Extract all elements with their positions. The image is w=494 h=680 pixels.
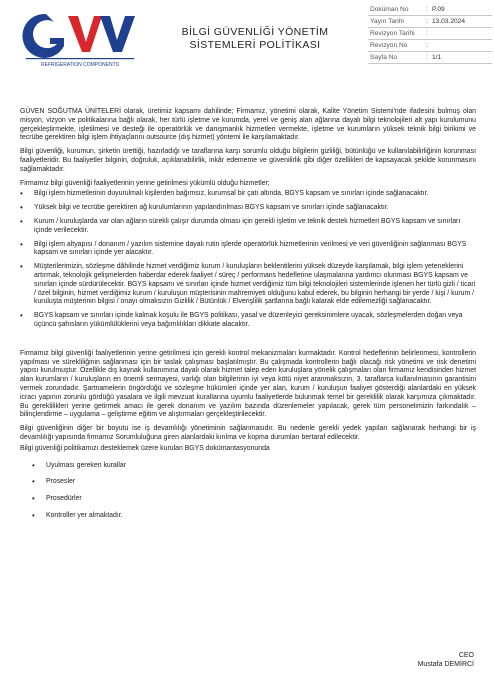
services-list — [20, 190, 476, 329]
list-item: • Kontroller yer almaktadır. — [20, 512, 476, 521]
meta-label: Revizyon Tarihi — [370, 30, 415, 37]
meta-colon: : — [426, 54, 428, 61]
body-paragraph: Firmamız bilgi güvenliği faaliyetlerinin yerine getirilmesi için gerekli kontrol mekanizmaları kurmaktadır. Kontrol hedeflerinin belirlenmesi, kontrollerin yapılması ve sürekliliğinin sağlanması için bir taslak çalışması başlatılmıştır. Bu çalışmada kontrollerin bağlı olacağı risk yönetimi ve risk denetimi yapısı kurulmuştur. Özellikle dış kaynak kullanımına dayalı olarak hizmet talep eden kuruluşlara yönelik çalışmaları olan firmamız kendisinden hizmet alan kurumların / kuruluşların en önemli sermayesi, varlığı olan bilgilerinin iyi veya kötü niyet aranmaksızın, 3. taraflarca kullanılmasının garantisini vermek zorundadır. Şartnamelerin öngördüğü ve sözleşme hükümleri içinde yer alan, kurum / kuruluşun faaliyet gösterdiği alanlardaki en yüksek icracı yapının zorunlu gördüğü yasalara ve ilgili mevzuat kurallarına uyumlu faaliyetlerde bulunmak temel bir gereklilik olarak karşımıza çıkmaktadır. Bu gereklilikleri yerine getirmek amacı ile gerek donanım ve yazılım bazında düzenlemeler yapılacak, gerek tüm personelimizin farkındalık – bilinçlendirme – uygulama – geliştirme eğitim ve alıştırmaları gerçekleştirilecektir. — [20, 349, 476, 419]
intro-paragraph: GÜVEN SOĞUTMA ÜNİTELERİ olarak, üretimiz kapsamı dahilinde; Firmamız, yönetimi olarak, Kalite Yönetim Sistemi'nde ifadesini bulmuş olan misyon, vizyon ve politikalarına bağlı olarak, her türlü işletme ve kurumda, yerel ve geniş alan ağlarına dayalı bilgi teknolojileri alt yapı kurulumunu gerçekleştirmekte, işletilmesi ve desteği ile operatörlük ve danışmanlık hizmetleri vermekte, işletme ve kurumların yüksek teknik bilgi birikimi ve tecrübe gerektiren bilgi işlem ihtiyaçlarını outsource (dış hizmet) yöntemi ile karşılamaktadır. — [20, 108, 476, 142]
list-item: • Uyulması gereken kurallar — [20, 462, 476, 471]
list-item: • Yüksek bilgi ve tecrübe gerektiren ağ kurulumlarının yapılandırılması BGYS kapsam ve sınırları içinde sağlanacaktır. — [20, 204, 476, 213]
list-item: • Prosesler — [20, 478, 476, 487]
meta-row — [368, 28, 492, 40]
body-paragraph: Bilgi güvenliği politikamızı desteklemek üzere kurulan BGYS dokümantasyonunda — [20, 444, 270, 452]
meta-value: 13.03.2024 — [432, 18, 466, 25]
list-item: • Müşterilerimizin, sözleşme dâhilinde hizmet verdiğimiz kurum / kuruluşların beklentilerini yüksek düzeyde karşılamak, bilgi işlem yeteneklerini artırmak, teknolojik gelişmelerden haberdar ederek faaliyet / süreç / performans hedeflerine ulaşmalarına yardımcı olunması BGYS kapsam ve sınırları içinde sürdürülecektir. BGYS kapsamı ve sınırları içinde hizmet verdiğimiz tüm bilgi teknolojileri sistemlerinde işlenen her türlü gizli / ticari / özel bilginin, hizmet verdiğimiz kurum / kuruluşun müşterisinin mahremiyeti olduğunu kabul ederek, bu bilginin herhangi bir yerde / kişi / kurum / kuruluşta müşterinin bilgisi / onayı olmaksızın Gizlilik / Bütünlük / Elverişlilik şartlarına bağlı kalarak elde edilemezliği sağlanacaktır. — [20, 263, 476, 307]
meta-row — [368, 40, 492, 52]
list-item: • Bilgi işlem altyapısı / donanım / yazılım sistemine dayalı rutin işlerde operatörlük hizmetlerinin verilmesi ve veri güvenliğinin sağlanması BGYS kapsam ve sınırları içinde yer alacaktır. — [20, 241, 476, 259]
list-item: • Bilgi işlem hizmetlerinin duyurulmalı kişilerden bağımsız, kurumsal bir çatı altında, BGYS kapsam ve sınırları içinde sağlanacaktır. — [20, 190, 476, 199]
section-gap — [20, 336, 476, 350]
document-title — [160, 26, 350, 52]
signer-role: CEO — [458, 652, 474, 659]
document-meta-table — [368, 4, 492, 64]
signer-name: Mustafa DEMİRCİ — [417, 661, 474, 668]
meta-label: Revizyon No — [370, 42, 408, 49]
signature-block — [418, 651, 474, 669]
meta-colon: : — [426, 6, 428, 13]
title-line-2: SİSTEMLERİ POLİTİKASI — [189, 39, 321, 51]
meta-value: P.09 — [432, 6, 445, 13]
document-header — [0, 0, 494, 80]
meta-label: Yayın Tarihi — [370, 18, 404, 25]
list-item: • BGYS kapsam ve sınırları içinde kalmak koşulu ile BGYS politikası, yasal ve düzenleyici gereksinimlere uyacak, sözleşmelerden doğan veya üçüncü şahısların yükümlülüklerini veya bağımlılıkları dikkate alacaktır. — [20, 312, 476, 330]
documentation-list — [20, 462, 476, 521]
meta-label: Doküman No — [370, 6, 409, 13]
policy-body — [20, 108, 476, 529]
list-item: • Kurum / kuruluşlarda var olan ağların sürekli çalışır durumda olması için gerekli işletim ve teknik destek hizmetleri BGYS kapsam ve sınırları içinde verilecektir. — [20, 218, 476, 236]
meta-row — [368, 4, 492, 16]
intro-paragraph: Bilgi güvenliği, kurumun, şirketin ürettiği, hazırladığı ve taraflarına karşı sorumlu olduğu bilgilerin gizliliği, bütünlüğü ve kullanılabilirliğinin korunması faaliyetleridir. Bu faaliyetler bilginin, doğruluk, açıklanabilirlik, inkâr edememe ve güvenilirlik gibi diğer özellikleri de kapsayacak şekilde korunmasını sağlamaktadır. — [20, 148, 476, 173]
meta-label: Sayfa No — [370, 54, 398, 61]
company-logo — [20, 8, 140, 68]
meta-row — [368, 16, 492, 28]
services-intro: Firmamız bilgi güvenliği faaliyetlerinin yerine getirilmesi yükümlü olduğu hizmetler; — [20, 179, 270, 187]
body-paragraph: Bilgi güvenliğinin diğer bir boyutu ise iş devamlılığı yönetiminin sağlanmasıdır. Bu nedenle gerekli yedek yapıları sağlanarak herhangi bir iş devamlılığı yapısında firmamız Sorumluluğuna giren alanlardaki kırılma ve kopma durumları bertaraf edilecektir. — [20, 425, 476, 441]
meta-colon: : — [426, 18, 428, 25]
title-line-1: BİLGİ GÜVENLİĞİ YÖNETİM — [181, 26, 329, 38]
meta-colon: : — [426, 42, 428, 49]
list-item: • Prosedürler — [20, 495, 476, 504]
meta-colon: : — [426, 30, 428, 37]
meta-value: 1/1 — [432, 54, 442, 61]
meta-row — [368, 52, 492, 64]
logo-tagline: REFRIGERATION COMPONENTS — [41, 62, 119, 68]
